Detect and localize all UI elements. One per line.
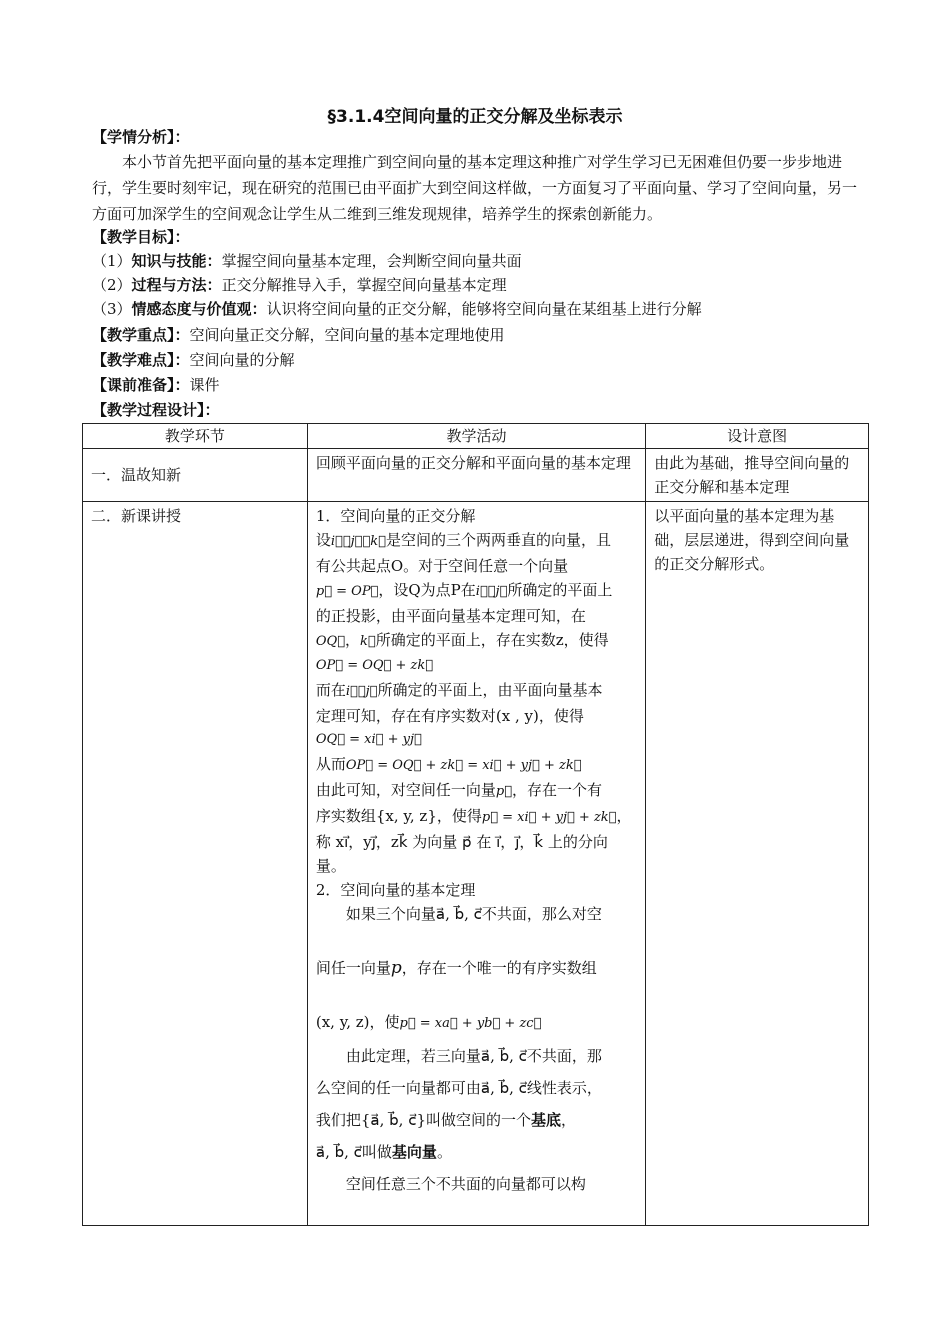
text-line [316, 956, 637, 980]
text-span: ， [561, 1111, 577, 1129]
math-expression: p⃗ = xi⃗ + yj⃗ + zk⃗ [481, 810, 617, 825]
text-line [316, 1108, 637, 1132]
process-table [82, 423, 869, 1226]
term-basis-vector: 基向量 [391, 1143, 437, 1161]
column-header-stage: 教学环节 [83, 424, 308, 449]
goals-heading: 【教学目标】： [92, 228, 190, 246]
goal-label: 过程与方法： [131, 276, 222, 294]
stage-cell: 二．新课讲授 [83, 502, 308, 1226]
goal-item-2 [92, 274, 507, 296]
section-heading: 2．空间向量的基本定理 [315, 881, 476, 899]
math-expression: p [390, 958, 402, 978]
goal-item-3 [92, 298, 702, 320]
math-expression: OQ⃗ = xi⃗ + yj⃗ [315, 732, 422, 747]
goal-prefix: （1） [92, 252, 132, 270]
text-line: 如果三个向量a⃗, b⃗, c⃗不共面，那么对空 [345, 905, 602, 923]
analysis-heading: 【学情分析】： [92, 128, 190, 146]
text-line: 么空间的任一向量都可由a⃗, b⃗, c⃗线性表示， [315, 1079, 602, 1097]
text-span: ，存在一个有 [512, 781, 603, 799]
section-heading: 1．空间向量的正交分解 [315, 507, 476, 525]
math-expression: p⃗ [495, 784, 513, 799]
goal-prefix: （3） [92, 300, 132, 318]
math-expression: OP⃗ = OQ⃗ + zk⃗ = xi⃗ + yj⃗ + zk⃗ [345, 758, 582, 773]
text-line [316, 1140, 637, 1164]
goal-prefix: （2） [92, 276, 132, 294]
text-line: 定理可知，存在有序实数对(x , y)，使得 [315, 707, 584, 725]
preparation [92, 374, 220, 396]
text-line [316, 1010, 637, 1036]
table-row [83, 449, 869, 502]
column-header-intent: 设计意图 [646, 424, 869, 449]
intent-cell: 由此为基础，推导空间向量的正交分解和基本定理 [646, 449, 869, 502]
math-expression: OQ⃗ [315, 634, 345, 649]
math-expression: i⃗，j⃗ [475, 584, 508, 599]
text-span: 设 [315, 531, 331, 549]
text-line: 的正投影，由平面向量基本定理可知，在 [315, 607, 586, 625]
text-span: 间任一向量 [315, 959, 391, 977]
goal-text: 掌握空间向量基本定理，会判断空间向量共面 [221, 252, 522, 270]
text-span: 。 [436, 1143, 452, 1161]
goal-label: 情感态度与价值观： [131, 300, 267, 318]
text-span: 由此可知，对空间任一向量 [315, 781, 496, 799]
goal-item-1 [92, 250, 522, 272]
difficulty [92, 349, 295, 371]
preparation-heading: 【课前准备】： [92, 376, 190, 394]
text-line [316, 752, 637, 778]
text-span: 是空间的三个两两垂直的向量，且 [385, 531, 611, 549]
text-span: 所确定的平面上，由平面向量基本 [377, 681, 603, 699]
text-span: a⃗, b⃗, c⃗叫做 [315, 1143, 392, 1161]
text-span: ，设Q为点P在 [378, 581, 476, 599]
table-header-row [83, 424, 869, 449]
activity-cell: 回顾平面向量的正交分解和平面向量的基本定理 [307, 449, 645, 502]
text-span: (x, y, z)，使 [315, 1013, 400, 1031]
difficulty-text: 空间向量的分解 [189, 351, 295, 369]
text-line [316, 778, 637, 804]
key-point-heading: 【教学重点】： [92, 326, 190, 344]
text-line [316, 528, 637, 554]
text-line: 量。 [315, 857, 346, 875]
analysis-text: 本小节首先把平面向量的基本定理推广到空间向量的基本定理这种推广对学生学习已无困难但仍要一步步地进行，学生要时刻牢记，现在研究的范围已由平面扩大到空间这样做，一方面复习了平面向量、学习了空间向量，另一方面可加深学生的空间观念让学生从二维到三维发现规律，培养学生的探索创新能力。 [92, 153, 858, 223]
text-span: 所确定的平面上，存在实数z，使得 [375, 631, 609, 649]
process-heading: 【教学过程设计】： [92, 401, 220, 419]
goal-label: 知识与技能： [131, 252, 222, 270]
activity-cell [307, 502, 645, 1226]
text-span: 从而 [315, 755, 346, 773]
difficulty-heading: 【教学难点】： [92, 351, 190, 369]
math-expression: p⃗ = xa⃗ + yb⃗ + zc⃗ [399, 1016, 542, 1031]
text-line [316, 578, 637, 604]
text-line: 称 xi⃗，yj⃗，zk⃗ 为向量 p⃗ 在 i⃗，j⃗，k⃗ 上的分向 [315, 833, 608, 851]
text-line: OQ⃗，k⃗所确定的平面上，存在实数z，使得 [315, 631, 609, 649]
column-header-activity: 教学活动 [307, 424, 645, 449]
page-title: §3.1.4空间向量的正交分解及坐标表示 [327, 107, 623, 127]
text-line: 由此定理，若三向量a⃗, b⃗, c⃗不共面，那 [345, 1047, 602, 1065]
table-row [83, 502, 869, 1226]
stage-cell: 一．温故知新 [83, 449, 308, 502]
key-point-text: 空间向量正交分解，空间向量的基本定理地使用 [189, 326, 505, 344]
text-span: ，存在一个唯一的有序实数组 [401, 959, 597, 977]
text-line [316, 678, 637, 704]
goal-text: 正交分解推导入手，掌握空间向量基本定理 [221, 276, 507, 294]
intent-cell: 以平面向量的基本定理为基础，层层递进，得到空间向量的正交分解形式。 [646, 502, 869, 1226]
text-span: 所确定的平面上 [507, 581, 613, 599]
math-expression: OP⃗ = OQ⃗ + zk⃗ [315, 658, 434, 673]
text-line: 空间任意三个不共面的向量都可以构 [345, 1175, 586, 1193]
text-span: 序实数组{x, y, z}，使得 [315, 807, 482, 825]
math-expression: p⃗ = OP⃗ [315, 584, 379, 599]
goal-text: 认识将空间向量的正交分解，能够将空间向量在某组基上进行分解 [266, 300, 702, 318]
text-span: 我们把{a⃗, b⃗, c⃗}叫做空间的一个 [315, 1111, 531, 1129]
preparation-text: 课件 [189, 376, 220, 394]
term-basis: 基底 [531, 1111, 562, 1129]
text-line: 序实数组{x, y, z}，使得p⃗ = xi⃗ + yj⃗ + zk⃗， [315, 807, 632, 825]
math-expression: i⃗，j⃗，k⃗ [330, 534, 386, 549]
math-expression: i⃗，j⃗ [345, 684, 378, 699]
key-point [92, 324, 505, 346]
text-span: 而在 [315, 681, 346, 699]
math-expression: k⃗ [360, 634, 376, 649]
text-line: 有公共起点O。对于空间任意一个向量 [315, 557, 569, 575]
